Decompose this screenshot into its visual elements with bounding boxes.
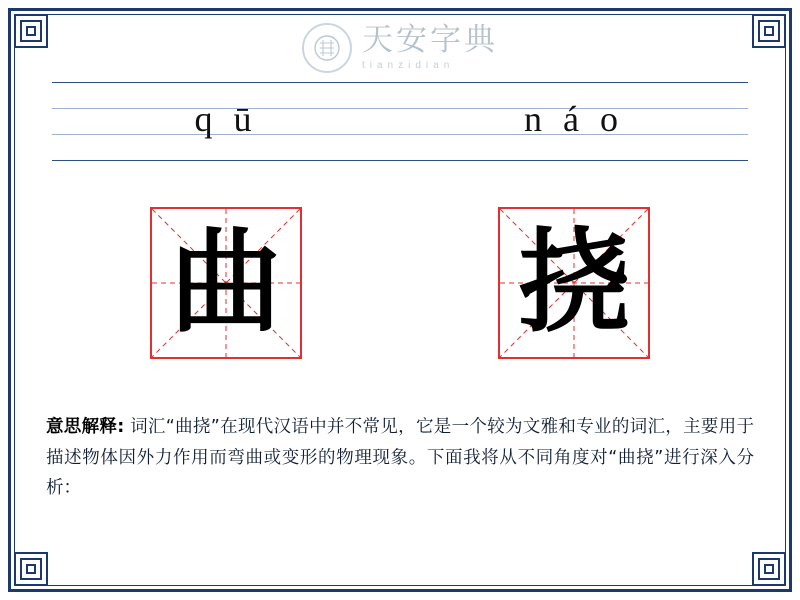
character-cell-1 — [52, 200, 400, 365]
logo-title: 天安字典 — [362, 22, 498, 58]
character-cell-2 — [400, 200, 748, 365]
logo-subtitle: tianzidian — [362, 60, 455, 71]
pinyin-staff — [52, 82, 748, 162]
pinyin-row — [52, 82, 748, 162]
corner-ornament-top-left — [14, 14, 48, 48]
explanation-label: 意思解释: — [46, 417, 125, 437]
tianzige-box-2 — [498, 207, 650, 359]
character-qu: 曲 — [170, 217, 282, 348]
explanation-paragraph — [46, 412, 754, 504]
pinyin-syllable-2: n á o — [524, 99, 624, 139]
pinyin-syllable-1: q ū — [194, 99, 258, 139]
corner-ornament-bottom-left — [14, 552, 48, 586]
corner-ornament-top-right — [752, 14, 786, 48]
corner-ornament-bottom-right — [752, 552, 786, 586]
character-grid-row — [52, 200, 748, 365]
explanation-text: 词汇“曲挠”在现代汉语中并不常见，它是一个较为文雅和专业的词汇，主要用于描述物体因外力作用而弯曲或变形的物理现象。下面我将从不同角度对“曲挠”进行深入分析： — [46, 417, 754, 499]
character-nao: 挠 — [518, 217, 630, 348]
tianzige-box-1 — [150, 207, 302, 359]
